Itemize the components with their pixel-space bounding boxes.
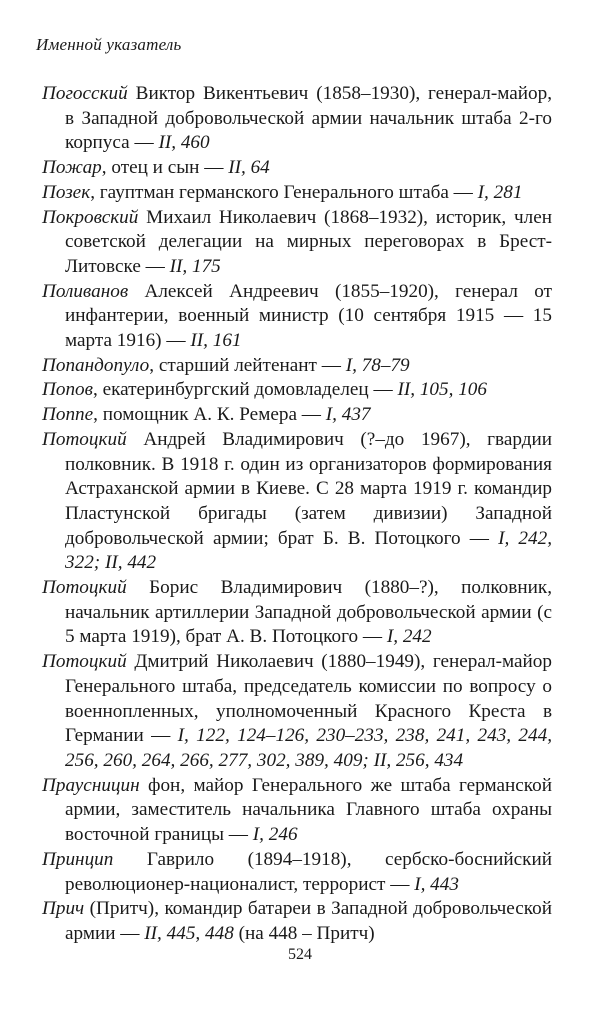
index-entry: [42, 774, 552, 848]
entry-tail: (на 448 – Притч): [233, 922, 375, 944]
entry-text: (Притч), командир батареи в Западной добровольческой армии —: [65, 898, 552, 944]
entry-ref: I, 281: [477, 181, 523, 203]
name-index: [42, 82, 552, 947]
index-entry: [42, 403, 552, 428]
index-entry: [42, 206, 552, 280]
entry-ref: II, 64: [228, 157, 270, 179]
index-entry: [42, 897, 552, 946]
entry-name: Покровский: [42, 206, 139, 228]
index-entry: [42, 280, 552, 354]
entry-ref: II, 445, 448: [144, 922, 234, 944]
entry-text: , екатеринбургский домовладелец —: [92, 379, 398, 401]
entry-name: Пожар: [42, 157, 102, 179]
entry-ref: I, 122, 124–126, 230–233, 238, 241, 243, 244, 256, 260, 264, 266, 277, 302, 389, 409; II, 256, 434: [65, 725, 552, 771]
entry-text: , гауптман германского Генерального штаба —: [90, 181, 478, 203]
index-entry: [42, 354, 552, 379]
index-entry: [42, 650, 552, 774]
index-entry: [42, 576, 552, 650]
entry-ref: I, 443: [414, 873, 459, 895]
index-entry: [42, 848, 552, 897]
entry-text: Дмитрий Николаевич (1880–1949), генерал-майор Генерального штаба, председатель комиссии по вопросу о военнопленных, уполномоченный Красного Креста в Германии —: [65, 651, 552, 747]
entry-text: Гаврило (1894–1918), сербско-боснийский революционер-националист, террорист —: [65, 848, 552, 895]
index-entry: [42, 82, 552, 156]
entry-name: Принцип: [42, 848, 114, 870]
entry-text: , старший лейтенант —: [149, 354, 346, 376]
entry-text: , отец и сын —: [101, 157, 229, 179]
entry-name: Позек: [42, 181, 91, 203]
entry-ref: I, 242: [386, 626, 432, 648]
entry-name: Потоцкий: [42, 651, 127, 673]
entry-name: Потоцкий: [42, 428, 127, 450]
entry-text: Михаил Николаевич (1868–1932), историк, член советской делегации на мирных переговорах в Брест-Литовске —: [65, 206, 552, 277]
entry-text: Андрей Владимирович (?–до 1967), гвардии полковник. В 1918 г. один из организаторов формирования Астраханской армии в Киеве. С 28 марта 1919 г. командир Пластунской бригады (затем дивизии) Западной добровольческой армии; брат Б. В. Потоцкого —: [65, 428, 552, 549]
entry-name: Потоцкий: [42, 577, 127, 599]
entry-name: Поппе: [42, 404, 94, 426]
entry-text: , помощник А. К. Ремера —: [93, 404, 326, 426]
entry-text: Алексей Андреевич (1855–1920), генерал от инфантерии, военный министр (10 сентября 1915 — 15 марта 1916) —: [65, 280, 552, 352]
entry-ref: I, 246: [252, 824, 298, 846]
entry-ref: I, 437: [325, 404, 371, 426]
entry-name: Попов: [42, 379, 93, 401]
page-number: 524: [288, 946, 312, 963]
entry-name: Попандопуло: [42, 354, 150, 376]
index-entry: [42, 181, 552, 206]
index-entry: [42, 378, 552, 403]
entry-ref: II, 175: [169, 255, 221, 277]
index-entry: [42, 428, 552, 576]
entry-name: Прич: [42, 898, 85, 920]
entry-name: Погосский: [42, 83, 128, 104]
entry-ref: II, 161: [190, 330, 242, 352]
index-entry: [42, 156, 552, 181]
entry-text: фон, майор Генерального же штаба германской армии, заместитель начальника Главного штаба охраны восточной границы —: [65, 774, 552, 846]
entry-text: Борис Владимирович (1880–?), полковник, начальник артиллерии Западной добровольческой армии (с 5 марта 1919), брат А. В. Потоцкого —: [65, 577, 552, 648]
entry-text: Виктор Викентьевич (1858–1930), генерал-майор, в Западной добровольческой армии начальник штаба 2-го корпуса —: [65, 83, 552, 154]
running-header: Именной указатель: [36, 35, 182, 54]
entry-name: Поливанов: [42, 280, 129, 302]
entry-ref: II, 105, 106: [397, 379, 487, 401]
entry-ref: I, 242, 322; II, 442: [65, 527, 552, 574]
entry-ref: II, 460: [158, 132, 210, 154]
entry-ref: I, 78–79: [345, 354, 410, 376]
entry-name: Праусницин: [42, 774, 140, 796]
